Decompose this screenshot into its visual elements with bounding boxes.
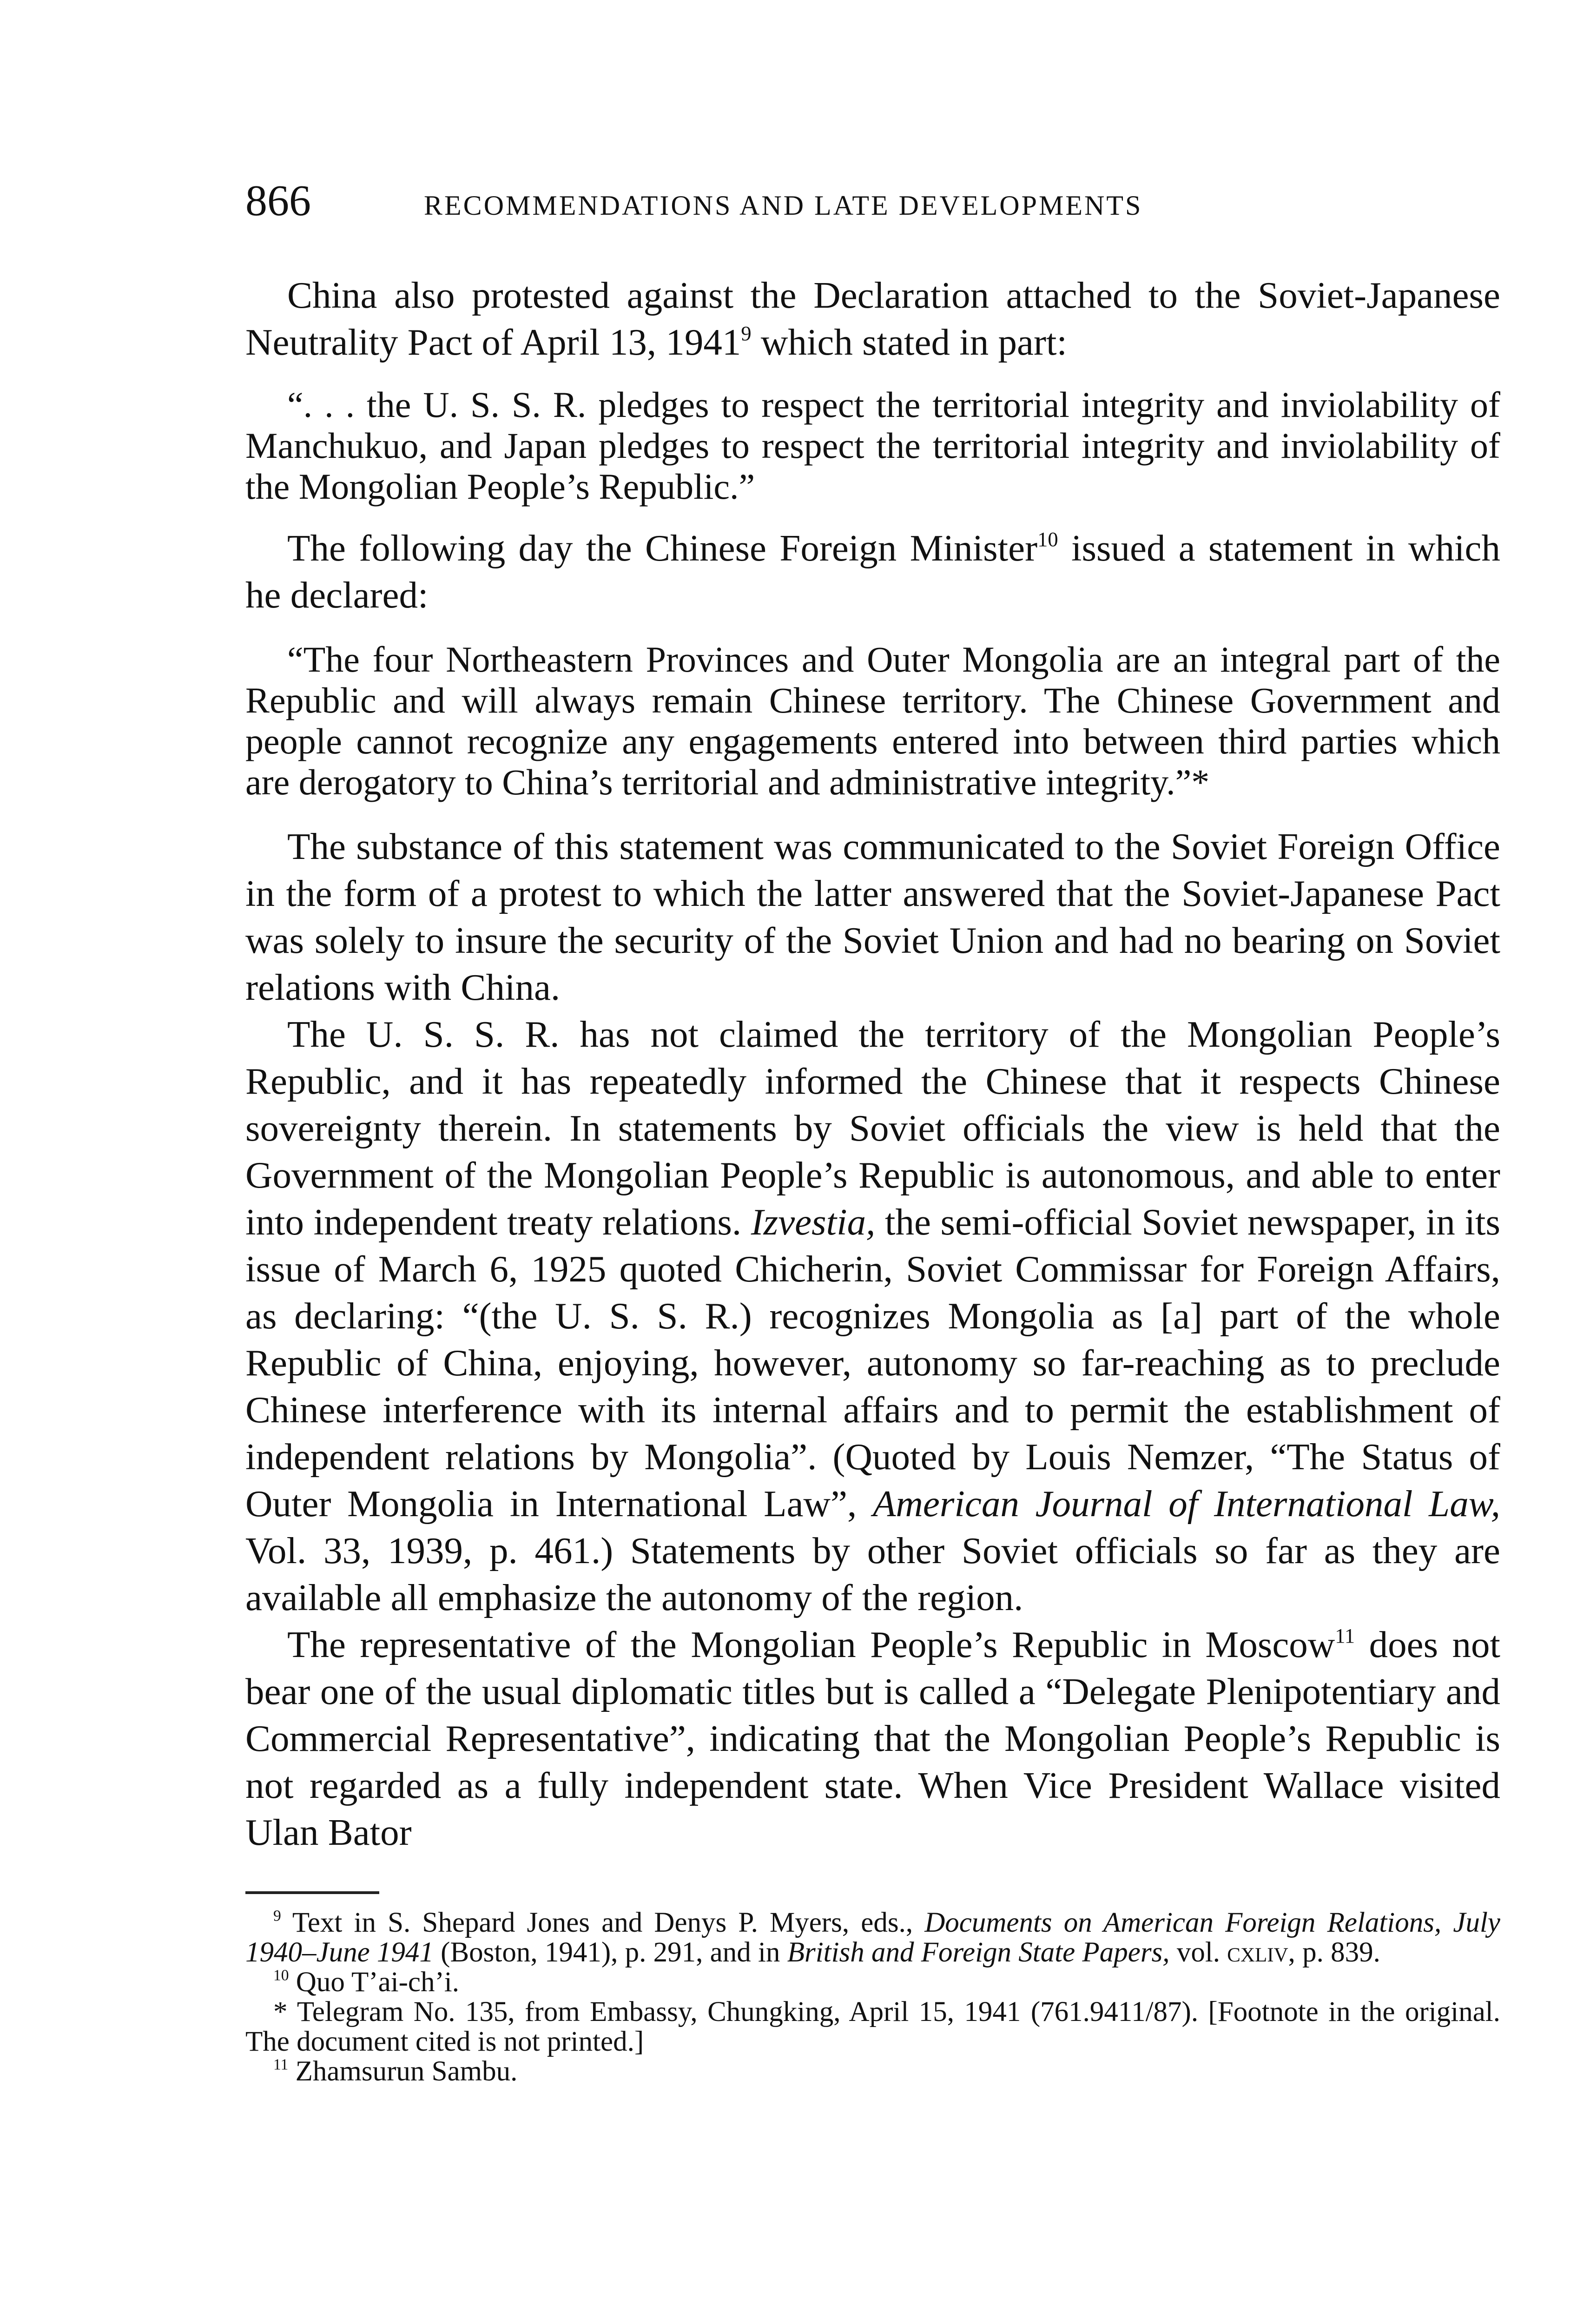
page-number: 866 <box>245 177 311 225</box>
paragraph-2-text: The following day the Chinese Foreign Minister <box>287 527 1038 569</box>
paragraph-1-text-cont: which stated in part: <box>751 321 1067 363</box>
footnote-9-title-2: British and Foreign State Papers, <box>787 1937 1170 1968</box>
footnote-9-text: Text in S. Shepard Jones and Denys P. Myers, eds., <box>281 1907 925 1938</box>
footnote-11-text: Zhamsurun Sambu. <box>288 2056 518 2087</box>
footnote-mark-11: 11 <box>273 2056 289 2073</box>
paragraph-3: The substance of this statement was communicated to the Soviet Foreign Office in the form of a protest to which the latter answered that the Soviet-Japanese Pact was solely to insure the security of the Soviet Union and had no bearing on Soviet relations with China. <box>245 825 1500 1008</box>
paragraph-5-text-cont: does not bear one of the usual diplomatic titles but is called a “Delegate Plenipotentiary and Commercial Representative”, indicating that the Mongolian People’s Republic is not regarded as a fully independent state. When Vice President Wallace visited Ulan Bator <box>245 1624 1501 1853</box>
paragraph-2-text-cont: issued a statement in which he declared: <box>245 527 1500 616</box>
footnote-9 <box>245 1908 1500 1967</box>
paragraph-2 <box>245 525 1500 619</box>
footnote-11 <box>245 2057 1500 2086</box>
journal-title: American Journal of International Law, <box>872 1483 1500 1525</box>
footnote-mark-9: 9 <box>273 1907 281 1925</box>
quote-1: “. . . the U. S. S. R. pledges to respect the territorial integrity and inviolability of Manchukuo, and Japan pledges to respect the territorial integrity and inviolability of the Mongolian People’s Republic.” <box>245 384 1500 507</box>
footnote-9-volume: cxliv <box>1227 1937 1288 1968</box>
paragraph-4-text-end: Vol. 33, 1939, p. 461.) Statements by other Soviet officials so far as they are available all emphasize the autonomy of the region. <box>245 1530 1500 1618</box>
running-title: RECOMMENDATIONS AND LATE DEVELOPMENTS <box>424 190 1143 221</box>
izvestia-title: Izvestia, <box>751 1201 876 1243</box>
paragraph-4 <box>245 1011 1500 1621</box>
footnote-ref-10: 10 <box>1037 527 1058 551</box>
body-text <box>245 272 1500 2086</box>
running-head <box>245 173 1500 238</box>
quote-2: “The four Northeastern Provinces and Outer Mongolia are an integral part of the Republic and will always remain Chinese territory. The Chinese Government and people cannot recognize any engagements entered into between third parties which are derogatory to China’s territorial and administrative integrity.”* <box>245 639 1500 802</box>
footnote-star: * Telegram No. 135, from Embassy, Chungking, April 15, 1941 (761.9411/87). [Footnote in the original. The document cited is not printed.] <box>245 1996 1500 2057</box>
footnote-9-text-cont: (Boston, 1941), p. 291, and in <box>433 1937 787 1968</box>
paragraph-5 <box>245 1621 1500 1856</box>
footnote-divider <box>245 1891 379 1894</box>
paragraph-1-text: China also protested against the Declaration attached to the Soviet-Japanese Neutrality Pact of April 13, 1941 <box>245 274 1500 363</box>
footnote-10 <box>245 1967 1500 1997</box>
footnote-9-page: , p. 839. <box>1288 1937 1380 1968</box>
paragraph-4-text-cont: the semi-official Soviet newspaper, in its issue of March 6, 1925 quoted Chicherin, Soviet Commissar for Foreign Affairs, as declaring: “(the U. S. S. R.) recognizes Mongolia as [a] part of the whole Republic of China, enjoying, however, autonomy so far-reaching as to preclude Chinese interference with its internal affairs and to permit the establishment of independent relations by Mongolia”. (Quoted by Louis Nemzer, “The Status of Outer Mongolia in International Law”, <box>245 1201 1501 1525</box>
footnote-ref-9: 9 <box>741 321 752 345</box>
paragraph-5-text: The representative of the Mongolian People’s Republic in Moscow <box>287 1624 1335 1665</box>
footnote-9-title-1: Documents on American Foreign Relations, July 1940–June 1941 <box>245 1907 1500 1968</box>
footnote-9-vol-label: vol. <box>1169 1937 1227 1968</box>
footnote-ref-11: 11 <box>1335 1624 1355 1647</box>
paragraph-1 <box>245 272 1500 366</box>
paragraph-4-text: The U. S. S. R. has not claimed the territory of the Mongolian People’s Republic, and it has repeatedly informed the Chinese that it respects Chinese sovereignty therein. In statements by Soviet officials the view is held that the Government of the Mongolian People’s Republic is autonomous, and able to enter into independent treaty relations. <box>245 1013 1500 1243</box>
footnote-mark-10: 10 <box>273 1967 289 1984</box>
footnote-10-text: Quo T’ai-ch’i. <box>289 1967 459 1998</box>
footnotes <box>245 1908 1500 2086</box>
